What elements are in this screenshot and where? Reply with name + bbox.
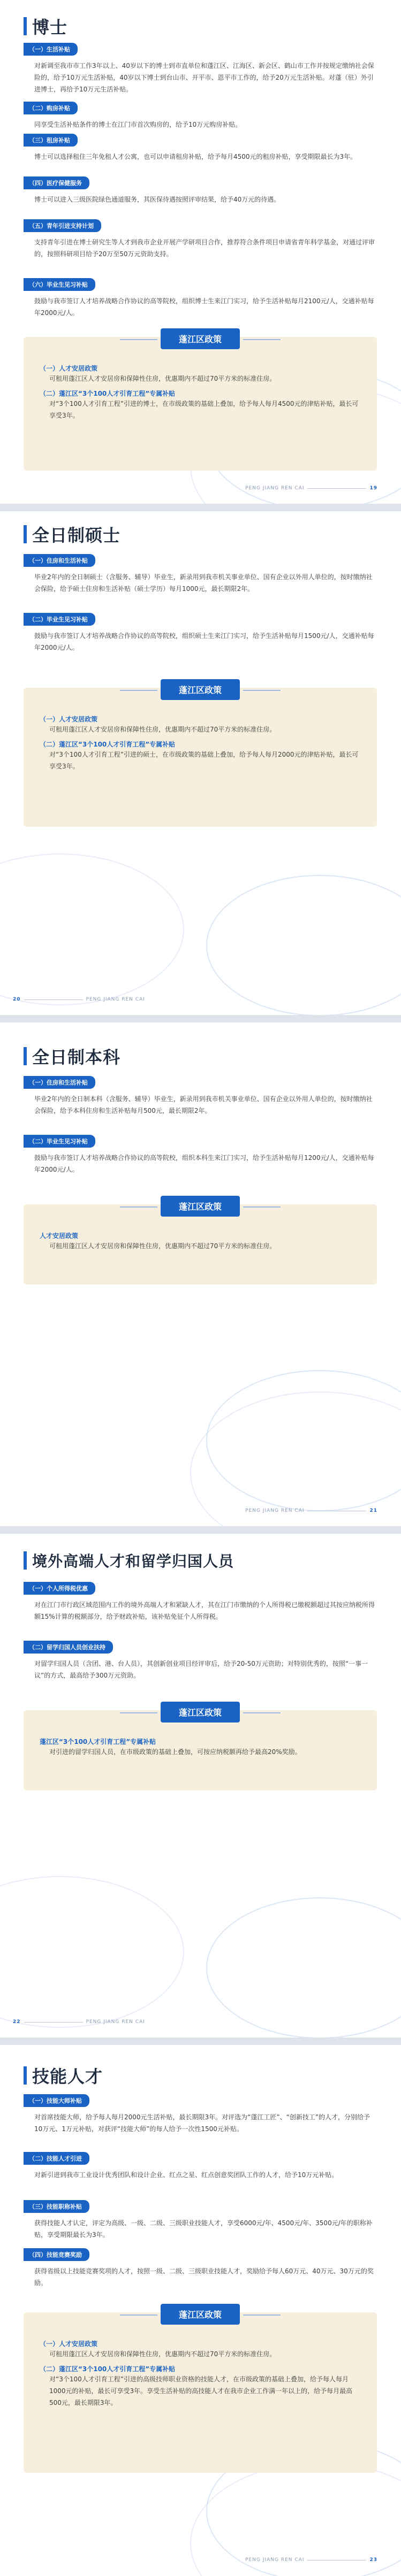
page-bachelor — [0, 1022, 401, 1526]
section-tag: （六）毕业生见习补贴 — [24, 278, 95, 291]
footer-brand: PENG JIANG REN CAI — [245, 486, 305, 491]
chapter-accent-bar — [24, 525, 27, 543]
section-tag: （二）购房补贴 — [24, 102, 78, 114]
page-doctor — [0, 0, 401, 504]
section-housing-living-subsidy — [24, 554, 377, 595]
section-text: 对留学归国人员（含团、港、台人员），其创新创业项目经评审后，给予20-50万元资助；对特别优秀的，按照“一事一议”的方式，最高给予300万元资助。 — [34, 1660, 368, 1679]
chapter-title: 境外高端人才和留学归国人员 — [32, 1552, 234, 1570]
section-text: 对在江门市行政区域范围内工作的境外高端人才和紧缺人才，其在江门市缴纳的个人所得税已缴税额超过其按应纳税所得额15%计算的税额部分，给予财政补贴，该补贴免征个人所得税。 — [34, 1601, 375, 1620]
policy-item-heading: （二）蓬江区“3个100人才引育工程”专属补贴 — [40, 741, 176, 748]
chapter-heading — [24, 1550, 234, 1571]
district-policy-box — [24, 334, 377, 471]
section-tag: （三）技能职称补贴 — [24, 2200, 89, 2213]
page-overseas — [0, 1534, 401, 2037]
section-text: 博士可以选择租住三年免租人才公寓，也可以申请租房补贴，给予每月4500元的租房补贴，享受期限最长为3年。 — [34, 153, 357, 160]
page-number: 22 — [13, 2019, 21, 2025]
page-skilled — [0, 2045, 401, 2576]
footer-brand: PENG JIANG REN CAI — [245, 2557, 305, 2563]
policy-item-text: 对“3个100人才引育工程”引进的高级技师职业资格的技能人才，在市级政策的基础上叠加，给予每人每月1000元的补贴，最长可享受3年。享受生活补贴的高技能人才在我市企业工作满一年以上的，给予每月最高500元，最长期限3年。 — [49, 2375, 353, 2406]
policy-item-text: 对“3个100人才引育工程”引进的博士，在市级政策的基础上叠加，给予每人每月4500元的津贴补贴，最长可享受3年。 — [49, 400, 359, 419]
district-policy-title: 蓬江区政策 — [161, 1196, 240, 1217]
section-text: 博士可以进入三级医院绿色通道服务，其医保待遇按照评审结果，给予40万元的待遇。 — [34, 196, 281, 203]
section-intern-subsidy — [24, 1135, 377, 1175]
section-intern-subsidy — [24, 613, 377, 653]
policy-item-text: 可租用蓬江区人才安居房和保障性住房，优惠期内不超过70平方米的标准住房。 — [49, 726, 276, 733]
decorative-wave — [0, 1876, 184, 2028]
section-title-subsidy — [24, 2200, 377, 2241]
section-tag: （四）医疗保健服务 — [24, 176, 89, 189]
footer-rule — [24, 999, 83, 1000]
section-living-subsidy — [24, 43, 377, 95]
section-text: 鼓励与我市签订人才培养战略合作协议的高等院校，组织本科生来江门实习，给予生活补贴每月1200元/人，交通补贴每年2000元/人。 — [34, 1154, 374, 1173]
chapter-title: 博士 — [32, 17, 68, 37]
section-text: 毕业2年内的全日制本科（含服务、辅导）毕业生，新录用到我市机关事业单位、国有企业以外用人单位的，按时缴纳社会保险，给予本科住房和生活补贴每月500元，最长期限2年。 — [34, 1095, 373, 1114]
chapter-accent-bar — [24, 1047, 27, 1065]
section-text: 支持青年引进在博士研究生等人才到我市企业开展产学研项目合作，推荐符合条件项目申请省青年科学基金，对通过评审的，按照科研项目给予20万至50万元资助支持。 — [34, 239, 375, 258]
policy-item-heading: （二）蓬江区“3个100人才引育工程”专属补贴 — [40, 2365, 176, 2373]
district-policy-box — [24, 1204, 377, 1285]
section-rent-subsidy — [24, 134, 377, 163]
page-master — [0, 511, 401, 1015]
policy-item-heading: （一）人才安居政策 — [40, 365, 98, 372]
district-policy-title: 蓬江区政策 — [161, 328, 240, 349]
section-text: 对新引进到我市工业设计优秀团队和设计企业、红点之星、红点创意奖团队工作的人才，给予10万元补贴。 — [34, 2171, 338, 2179]
page-footer — [245, 486, 377, 491]
section-master-subsidy — [24, 2094, 377, 2135]
footer-brand: PENG JIANG REN CAI — [86, 997, 145, 1002]
section-text: 对新调至我市市工作3年以上、40岁以下的博士到市直单位和蓬江区、江海区、新会区、鹤山市工作并按规定缴纳社会保险的，给予10万元生活补贴，40岁以下博士到台山市、开平市、恩平市工作的，给予20万元生活补贴。对蓬（驻）外引进博士，再给予10万元生活补贴。 — [34, 62, 374, 93]
section-tag: （二）毕业生见习补贴 — [24, 1135, 95, 1148]
section-tag: （一）技能大师补贴 — [24, 2094, 89, 2107]
section-text: 获得省级以上技能竞赛奖项的人才，按照一级、二级、三级职业技能人才，奖励给予每人60万元、40万元、30万元的奖励。 — [34, 2267, 374, 2287]
chapter-accent-bar — [24, 2066, 27, 2085]
section-text: 鼓励与我市签订人才培养战略合作协议的高等院校，组织博士生来江门实习，给予生活补贴每月2100元/人，交通补贴每年2000元/人。 — [34, 297, 374, 317]
section-tag: （一）个人所得税优惠 — [24, 1582, 95, 1595]
policy-item-text: 可租用蓬江区人才安居房和保障性住房，优惠期内不超过70平方米的标准住房。 — [49, 2350, 276, 2358]
chapter-heading — [24, 2063, 103, 2088]
section-tag: （五）青年引进支持计划 — [24, 219, 101, 232]
section-talent-intro — [24, 2152, 377, 2181]
policy-item-text: 对“3个100人才引育工程”引进的硕士，在市级政策的基础上叠加，给予每人每月2000元的津贴补贴，最长可享受3年。 — [49, 751, 359, 770]
section-text: 毕业2年内的全日制硕士（含服务、辅导）毕业生，新录用到我市机关事业单位、国有企业以外用人单位的，按时缴纳社会保险，给予硕士住房和生活补贴（硕士学历）每月1000元，最长期限2年。 — [34, 573, 373, 593]
section-intern-subsidy — [24, 278, 377, 319]
chapter-title: 全日制硕士 — [32, 525, 121, 545]
policy-item-heading: （一）人才安居政策 — [40, 2340, 98, 2348]
footer-rule — [24, 2022, 83, 2023]
page-number: 19 — [369, 486, 377, 491]
section-housing-living-subsidy — [24, 1076, 377, 1117]
section-tag: （一）住房和生活补贴 — [24, 554, 95, 567]
section-tag: （二）技能人才引进 — [24, 2152, 89, 2165]
chapter-heading — [24, 14, 67, 39]
page-number: 23 — [369, 2557, 377, 2563]
section-competition-award — [24, 2248, 377, 2289]
district-policy-box — [24, 685, 377, 827]
page-number: 21 — [369, 1508, 377, 1513]
section-youth-program — [24, 219, 377, 260]
section-tag: （一）住房和生活补贴 — [24, 1076, 95, 1089]
district-policy-title: 蓬江区政策 — [161, 679, 240, 700]
policy-item-heading: 人才安居政策 — [40, 1232, 79, 1240]
section-text: 同享受生活补贴条件的博士在江门市首次购房的，给予10万元购房补贴。 — [34, 121, 242, 128]
section-tag: （二）毕业生见习补贴 — [24, 613, 95, 626]
district-policy-box — [24, 2312, 377, 2473]
footer-brand: PENG JIANG REN CAI — [245, 1508, 305, 1513]
section-tag: （三）租房补贴 — [24, 134, 78, 147]
page-footer — [13, 2019, 145, 2025]
policy-item-text: 可租用蓬江区人才安居房和保障性住房，优惠期内不超过70平方米的标准住房。 — [49, 1242, 276, 1250]
page-footer — [13, 997, 145, 1002]
page-footer — [245, 1508, 377, 1513]
decorative-wave — [206, 875, 401, 1015]
policy-item-heading: 蓬江区“3个100人才引育工程”专属补贴 — [40, 1738, 156, 1745]
policy-item-text: 可租用蓬江区人才安居房和保障性住房，优惠期内不超过70平方米的标准住房。 — [49, 375, 276, 382]
policy-item-heading: （一）人才安居政策 — [40, 716, 98, 723]
chapter-accent-bar — [24, 1551, 27, 1570]
policy-item-text: 对引进的留学归国人员，在市级政策的基础上叠加，可按应纳税额再给予最高20%奖励。 — [49, 1748, 301, 1756]
decorative-wave — [206, 1897, 401, 2037]
section-housing-subsidy — [24, 102, 377, 130]
section-income-tax — [24, 1582, 377, 1623]
policy-item-heading: （二）蓬江区“3个100人才引育工程”专属补贴 — [40, 390, 176, 397]
chapter-title: 全日制本科 — [32, 1047, 121, 1067]
page-footer — [245, 2557, 377, 2563]
footer-rule — [307, 488, 366, 489]
chapter-heading — [24, 522, 120, 547]
section-text: 对首席技能大师，给予每人每月2000元生活补贴，最长期限3年。对评选为“蓬江工匠”、“创新技工”的人才，分别给予10万元、1万元补贴，对获评“技能大师”的每人给予一次性1500元补贴。 — [34, 2113, 370, 2133]
page-number: 20 — [13, 997, 21, 1002]
decorative-wave — [0, 853, 184, 1005]
chapter-accent-bar — [24, 17, 27, 35]
district-policy-box — [24, 1710, 377, 1790]
section-tag: （四）技能竞赛奖励 — [24, 2248, 89, 2261]
chapter-title: 技能人才 — [32, 2066, 103, 2087]
chapter-heading — [24, 1044, 120, 1068]
footer-brand: PENG JIANG REN CAI — [86, 2019, 145, 2025]
district-policy-title: 蓬江区政策 — [161, 2304, 240, 2325]
section-text: 获得技能人才认定，评定为高级、一级、二级、三级职业技能人才，享受6000元/年、4500元/年、3500元/年的职称补贴，享受期限最长为3年。 — [34, 2219, 373, 2239]
section-medical — [24, 176, 377, 205]
section-tag: （一）生活补贴 — [24, 43, 78, 56]
district-policy-title: 蓬江区政策 — [161, 1702, 240, 1723]
section-returnee-startup — [24, 1641, 377, 1681]
section-tag: （二）留学归国人员创业扶持 — [24, 1641, 113, 1654]
section-text: 鼓励与我市签订人才培养战略合作协议的高等院校，组织硕士生来江门实习，给予生活补贴每月1500元/人，交通补贴每年2000元/人。 — [34, 632, 374, 651]
